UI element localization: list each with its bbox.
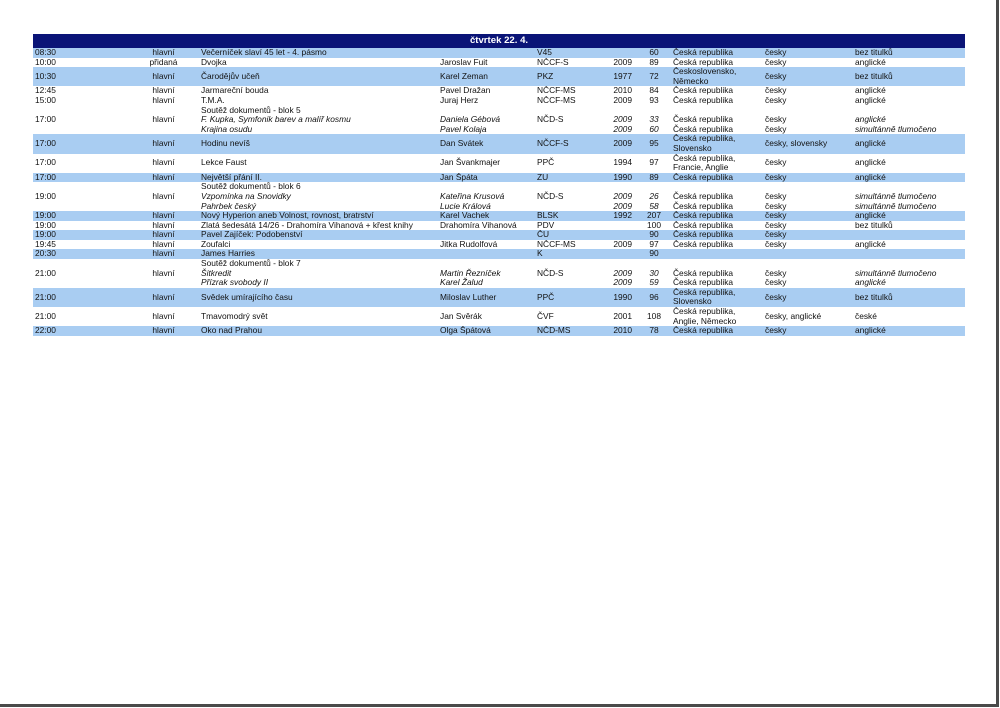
screening-time: 10:30 <box>33 67 128 86</box>
film-length: 93 <box>637 96 671 106</box>
film-country: Česká republika <box>671 86 763 96</box>
block-film-subtitles: simultánně tlumočeno <box>855 200 937 211</box>
screening-section: hlavní <box>128 182 199 211</box>
film-director: Karel Vachek <box>438 211 535 221</box>
film-country: Česká republika <box>671 240 763 250</box>
film-country: Česká republika <box>671 96 763 106</box>
block-film-subtitles <box>853 182 965 211</box>
screening-time: 21:00 <box>33 307 128 326</box>
schedule-row <box>33 240 965 250</box>
film-year: 2001 <box>595 307 637 326</box>
block-film-director <box>438 182 535 211</box>
program-code: NČCF-MS <box>535 86 595 96</box>
film-title: Jarmareční bouda <box>199 86 438 96</box>
film-country: Česká republika, Anglie, Německo <box>671 307 763 326</box>
film-length: 100 <box>637 221 671 231</box>
block-film-subtitles: anglické <box>855 277 886 288</box>
film-subtitles: bez titulků <box>853 48 965 58</box>
film-language: česky <box>763 154 853 173</box>
film-director: Jan Svěrák <box>438 307 535 326</box>
film-length: 72 <box>637 67 671 86</box>
screening-section: hlavní <box>128 230 199 240</box>
schedule-row <box>33 58 965 68</box>
film-subtitles <box>853 230 965 240</box>
film-length: 108 <box>637 307 671 326</box>
screening-time: 22:00 <box>33 326 128 336</box>
screening-section: hlavní <box>128 67 199 86</box>
film-director: Dan Svátek <box>438 134 535 153</box>
block-header: Soutěž dokumentů - blok 6 <box>201 182 301 192</box>
film-year: 1990 <box>595 288 637 307</box>
film-language: česky <box>763 96 853 106</box>
schedule-row <box>33 86 965 96</box>
screening-section: hlavní <box>128 307 199 326</box>
block-film-subtitles: simultánně tlumočeno <box>855 190 937 201</box>
film-subtitles: bez titulků <box>853 221 965 231</box>
block-film-title: F. Kupka, Symfonik barev a malíř kosmu <box>201 114 351 125</box>
screening-section: hlavní <box>128 211 199 221</box>
screening-time: 08:30 <box>33 48 128 58</box>
film-year: 2010 <box>595 326 637 336</box>
film-language: česky <box>763 211 853 221</box>
schedule-table <box>33 34 965 336</box>
block-film-year: 2009 <box>613 114 632 125</box>
film-language: česky <box>763 48 853 58</box>
film-year <box>595 48 637 58</box>
block-film-year: 2009 <box>613 277 632 288</box>
program-code: NČCF-MS <box>535 240 595 250</box>
screening-time: 12:45 <box>33 86 128 96</box>
block-film-language: česky <box>765 123 787 134</box>
film-subtitles: anglické <box>853 58 965 68</box>
film-length: 78 <box>637 326 671 336</box>
block-film-length: 30 <box>649 267 659 278</box>
film-director <box>438 249 535 259</box>
program-code: NČD-S <box>535 259 595 288</box>
day-title: čtvrtek 22. 4. <box>33 34 965 48</box>
block-film-country: Česká republika <box>673 200 734 211</box>
film-subtitles: anglické <box>853 173 965 183</box>
film-title: Zlatá šedesátá 14/26 - Drahomíra Vihanová + křest knihy <box>199 221 438 231</box>
schedule-row <box>33 96 965 106</box>
film-year: 2009 <box>595 96 637 106</box>
block-film-director: Lucie Králová <box>440 200 491 211</box>
screening-section: hlavní <box>128 48 199 58</box>
screening-section: hlavní <box>128 240 199 250</box>
film-country: Československo, Německo <box>671 67 763 86</box>
film-subtitles: anglické <box>853 326 965 336</box>
program-code: NČCF-MS <box>535 96 595 106</box>
block-film-subtitles <box>853 259 965 288</box>
film-language: česky <box>763 58 853 68</box>
film-language: česky, slovensky <box>763 134 853 153</box>
program-code: K <box>535 249 595 259</box>
screening-time: 19:00 <box>33 221 128 231</box>
film-title: Nový Hyperion aneb Volnost, rovnost, bratrství <box>199 211 438 221</box>
schedule-row <box>33 211 965 221</box>
film-subtitles: anglické <box>853 96 965 106</box>
block-film-director: Pavel Kolaja <box>440 123 487 134</box>
documentary-block-row <box>33 106 965 135</box>
film-length: 97 <box>637 154 671 173</box>
film-length: 89 <box>637 58 671 68</box>
block-film-year <box>595 182 637 211</box>
screening-time: 20:30 <box>33 249 128 259</box>
film-director: Karel Zeman <box>438 67 535 86</box>
film-country: Česká republika <box>671 211 763 221</box>
program-code: ČU <box>535 230 595 240</box>
film-length: 90 <box>637 249 671 259</box>
schedule-row <box>33 154 965 173</box>
film-title: T.M.A. <box>199 96 438 106</box>
film-year <box>595 230 637 240</box>
film-language <box>763 249 853 259</box>
film-director: Drahomíra Vihanová <box>438 221 535 231</box>
screening-section: hlavní <box>128 173 199 183</box>
screening-section: hlavní <box>128 96 199 106</box>
program-code: BLSK <box>535 211 595 221</box>
block-film-director <box>438 106 535 135</box>
block-film-year: 2009 <box>613 123 632 134</box>
block-film-subtitles: simultánně tlumočeno <box>855 267 937 278</box>
block-film-language: česky <box>765 267 787 278</box>
block-film-title: Pahrbek český <box>201 200 256 211</box>
screening-section: hlavní <box>128 326 199 336</box>
film-year: 2009 <box>595 134 637 153</box>
film-title: Největší přání II. <box>199 173 438 183</box>
film-country: Česká republika <box>671 230 763 240</box>
program-code: NČD-S <box>535 182 595 211</box>
film-director: Jitka Rudolfová <box>438 240 535 250</box>
film-length: 60 <box>637 48 671 58</box>
block-film-language <box>763 259 853 288</box>
block-film-length: 59 <box>649 277 659 288</box>
film-language: česky <box>763 221 853 231</box>
film-year <box>595 221 637 231</box>
film-country: Česká republika <box>671 221 763 231</box>
film-year: 1990 <box>595 173 637 183</box>
block-titles <box>199 259 438 288</box>
block-film-subtitles <box>853 106 965 135</box>
schedule-row <box>33 173 965 183</box>
block-header: Soutěž dokumentů - blok 7 <box>201 259 301 269</box>
screening-section: hlavní <box>128 106 199 135</box>
block-film-year <box>595 259 637 288</box>
film-subtitles: anglické <box>853 211 965 221</box>
film-subtitles: anglické <box>853 134 965 153</box>
block-film-language: česky <box>765 277 787 288</box>
program-code: PKZ <box>535 67 595 86</box>
film-title: Večerníček slaví 45 let - 4. pásmo <box>199 48 438 58</box>
screening-time: 21:00 <box>33 288 128 307</box>
schedule-row <box>33 230 965 240</box>
screening-section: hlavní <box>128 249 199 259</box>
film-title: Tmavomodrý svět <box>199 307 438 326</box>
screening-section: hlavní <box>128 86 199 96</box>
film-country: Česká republika, Francie, Anglie <box>671 154 763 173</box>
block-film-year: 2009 <box>613 190 632 201</box>
block-film-year: 2009 <box>613 267 632 278</box>
film-length: 89 <box>637 173 671 183</box>
film-country: Česká republika, Slovensko <box>671 134 763 153</box>
block-film-country: Česká republika <box>673 114 734 125</box>
film-language: česky <box>763 173 853 183</box>
program-code: ČVF <box>535 307 595 326</box>
documentary-block-row <box>33 182 965 211</box>
film-subtitles: bez titulků <box>853 67 965 86</box>
film-director: Jaroslav Fuit <box>438 58 535 68</box>
program-code: ZU <box>535 173 595 183</box>
block-film-year <box>595 106 637 135</box>
program-code: PPČ <box>535 288 595 307</box>
schedule-body <box>33 34 965 336</box>
film-year: 1977 <box>595 67 637 86</box>
film-language: česky, anglické <box>763 307 853 326</box>
film-subtitles: anglické <box>853 240 965 250</box>
block-film-year: 2009 <box>613 200 632 211</box>
screening-time: 17:00 <box>33 173 128 183</box>
film-director: Juraj Herz <box>438 96 535 106</box>
screening-time: 19:00 <box>33 230 128 240</box>
film-language: česky <box>763 240 853 250</box>
schedule-row <box>33 326 965 336</box>
film-director <box>438 48 535 58</box>
block-film-country <box>671 259 763 288</box>
film-country: Česká republika <box>671 48 763 58</box>
documentary-block-row <box>33 259 965 288</box>
film-length: 97 <box>637 240 671 250</box>
film-subtitles: anglické <box>853 86 965 96</box>
block-film-director <box>438 259 535 288</box>
screening-time: 19:45 <box>33 240 128 250</box>
program-code: PPČ <box>535 154 595 173</box>
program-code: NČD-S <box>535 106 595 135</box>
film-title: Hodinu nevíš <box>199 134 438 153</box>
film-length: 207 <box>637 211 671 221</box>
film-country: Česká republika <box>671 58 763 68</box>
block-film-director: Martin Řezníček <box>440 267 501 278</box>
program-code: PDV <box>535 221 595 231</box>
film-director: Olga Špátová <box>438 326 535 336</box>
block-film-language <box>763 182 853 211</box>
schedule-row <box>33 48 965 58</box>
film-length: 90 <box>637 230 671 240</box>
screening-time: 19:00 <box>33 182 128 211</box>
film-year: 1992 <box>595 211 637 221</box>
film-language: česky <box>763 230 853 240</box>
block-film-title: Krajina osudu <box>201 123 253 134</box>
film-language: česky <box>763 326 853 336</box>
block-film-length <box>637 106 671 135</box>
screening-section: hlavní <box>128 134 199 153</box>
film-year: 2010 <box>595 86 637 96</box>
film-year: 2009 <box>595 240 637 250</box>
program-code: NČCF-S <box>535 134 595 153</box>
block-film-director: Karel Žalud <box>440 277 483 288</box>
screening-time: 17:00 <box>33 134 128 153</box>
film-director: Pavel Dražan <box>438 86 535 96</box>
block-header: Soutěž dokumentů - blok 5 <box>201 105 301 115</box>
block-titles <box>199 106 438 135</box>
block-film-length <box>637 259 671 288</box>
block-film-country: Česká republika <box>673 190 734 201</box>
screening-section: hlavní <box>128 221 199 231</box>
block-film-length: 33 <box>649 114 659 125</box>
film-subtitles <box>853 249 965 259</box>
film-language: česky <box>763 67 853 86</box>
film-title: Dvojka <box>199 58 438 68</box>
block-film-director: Daniela Gébová <box>440 114 501 125</box>
block-film-language: česky <box>765 200 787 211</box>
block-titles <box>199 182 438 211</box>
screening-time: 17:00 <box>33 106 128 135</box>
film-language: česky <box>763 86 853 96</box>
film-director: Miloslav Luther <box>438 288 535 307</box>
block-film-language: česky <box>765 190 787 201</box>
film-title: Oko nad Prahou <box>199 326 438 336</box>
film-title: James Harries <box>199 249 438 259</box>
screening-section: hlavní <box>128 259 199 288</box>
block-film-subtitles: simultánně tlumočeno <box>855 123 937 134</box>
film-title: Lekce Faust <box>199 154 438 173</box>
film-title: Svědek umírajícího času <box>199 288 438 307</box>
screening-time: 17:00 <box>33 154 128 173</box>
block-film-country: Česká republika <box>673 267 734 278</box>
film-country: Česká republika <box>671 173 763 183</box>
schedule-row <box>33 134 965 153</box>
schedule-row <box>33 221 965 231</box>
film-subtitles: anglické <box>853 154 965 173</box>
block-film-country: Česká republika <box>673 123 734 134</box>
day-header-row <box>33 34 965 48</box>
film-length: 96 <box>637 288 671 307</box>
film-title: Zoufalci <box>199 240 438 250</box>
block-film-language: česky <box>765 114 787 125</box>
screening-time: 15:00 <box>33 96 128 106</box>
film-country: Česká republika <box>671 326 763 336</box>
program-code: NČD-MS <box>535 326 595 336</box>
block-film-title: Vzpomínka na Snovidky <box>201 190 291 201</box>
block-film-country <box>671 182 763 211</box>
screening-section: přidaná <box>128 58 199 68</box>
block-film-length: 58 <box>649 200 659 211</box>
screening-section: hlavní <box>128 288 199 307</box>
screening-time: 10:00 <box>33 58 128 68</box>
block-film-director: Kateřina Krusová <box>440 190 505 201</box>
film-year <box>595 249 637 259</box>
film-country: Česká republika, Slovensko <box>671 288 763 307</box>
film-title: Čarodějův učeň <box>199 67 438 86</box>
film-subtitles: bez titulků <box>853 288 965 307</box>
block-film-language <box>763 106 853 135</box>
screening-time: 21:00 <box>33 259 128 288</box>
program-code: V45 <box>535 48 595 58</box>
schedule-row <box>33 288 965 307</box>
block-film-length <box>637 182 671 211</box>
schedule-row <box>33 67 965 86</box>
block-film-length: 26 <box>649 190 659 201</box>
block-film-country <box>671 106 763 135</box>
film-director: Jan Špáta <box>438 173 535 183</box>
block-film-length: 60 <box>649 123 659 134</box>
block-film-title: Šitkredit <box>201 267 232 278</box>
film-language: česky <box>763 288 853 307</box>
screening-time: 19:00 <box>33 211 128 221</box>
film-subtitles: české <box>853 307 965 326</box>
film-year: 1994 <box>595 154 637 173</box>
film-title: Pavel Zajíček: Podobenství <box>199 230 438 240</box>
film-length: 95 <box>637 134 671 153</box>
screening-section: hlavní <box>128 154 199 173</box>
film-director <box>438 230 535 240</box>
block-film-country: Česká republika <box>673 277 734 288</box>
schedule-row <box>33 307 965 326</box>
program-code: NČCF-S <box>535 58 595 68</box>
block-film-subtitles: anglické <box>855 114 886 125</box>
block-film-title: Přízrak svobody II <box>201 277 269 288</box>
film-length: 84 <box>637 86 671 96</box>
schedule-row <box>33 249 965 259</box>
film-director: Jan Švankmajer <box>438 154 535 173</box>
film-country <box>671 249 763 259</box>
film-year: 2009 <box>595 58 637 68</box>
